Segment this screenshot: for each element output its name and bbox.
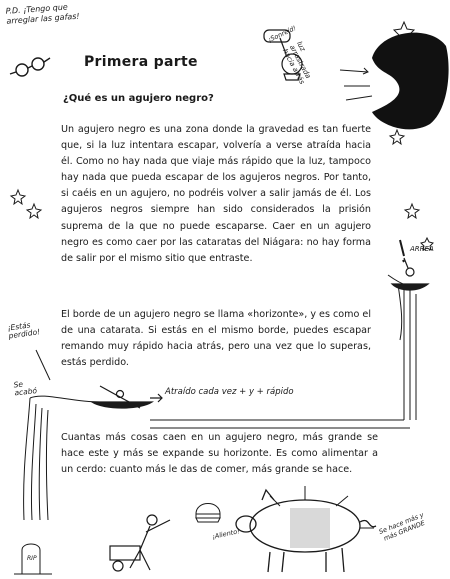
pull-arrows	[340, 68, 372, 100]
section-heading: ¿Qué es un agujero negro?	[63, 93, 214, 104]
canoe-icon	[92, 386, 152, 408]
label-smile: ¡Sonreíd!	[266, 24, 298, 44]
person-with-wheelbarrow-icon	[110, 515, 170, 571]
label-breath: ¡Aliento!	[211, 527, 241, 541]
paragraph-2: El borde de un agujero negro se llama «horizonte», y es como el de una catarata. Si estás en el mismo borde, puedes escapar remando muy rápido hacia atrás, pero una vez que lo superas, estás perdido.	[61, 309, 371, 369]
note-top: P.D. ¡Tengo que arreglar las gafas!	[5, 2, 80, 26]
blurred-patch	[290, 508, 330, 548]
label-attracted: Atraído cada vez + y + rápido	[165, 387, 294, 397]
boat-icon	[392, 258, 428, 290]
label-grows: Se hace más y más GRANDE	[377, 510, 426, 543]
label-arrea: ARREA	[410, 245, 434, 253]
label-light-pulled: luz arrastrada hacia atrás	[280, 40, 313, 86]
label-its-over: Se acabó	[13, 379, 38, 398]
black-hole-icon	[372, 33, 449, 130]
label-rip: RIP	[27, 555, 37, 562]
label-lost: ¡Estás perdido!	[6, 320, 41, 341]
arrow-right-icon	[150, 394, 162, 402]
exclamation-icon	[400, 240, 404, 262]
burger-icon	[196, 504, 220, 523]
paragraph-1: Un agujero negro es una zona donde la gravedad es tan fuerte que, si la luz intentara escapar, volvería a verse atraída hacia él. Como no hay nada que viaje más rápido que la luz, tampoco hay nada que pueda escapar de los agujeros negros. Por tanto, si caéis en un agujero, no podréis volver a salir jamás de él. Los agujeros negros siempre han sido considerados la prisión suprema de la que no puede escaparse. Caer en un agujero negro es como caer por las cataratas del Niágara: no hay forma de salir por el mismo sitio que entraste.	[61, 124, 371, 264]
broken-glasses-icon	[10, 58, 50, 76]
paragraph-3: Cuantas más cosas caen en un agujero negro, más grande se hace este y más se expande su horizonte. Es como alimentar a un cerdo: cuanto más le das de comer, más grande se hace.	[61, 432, 378, 476]
chapter-title: Primera parte	[84, 54, 198, 70]
